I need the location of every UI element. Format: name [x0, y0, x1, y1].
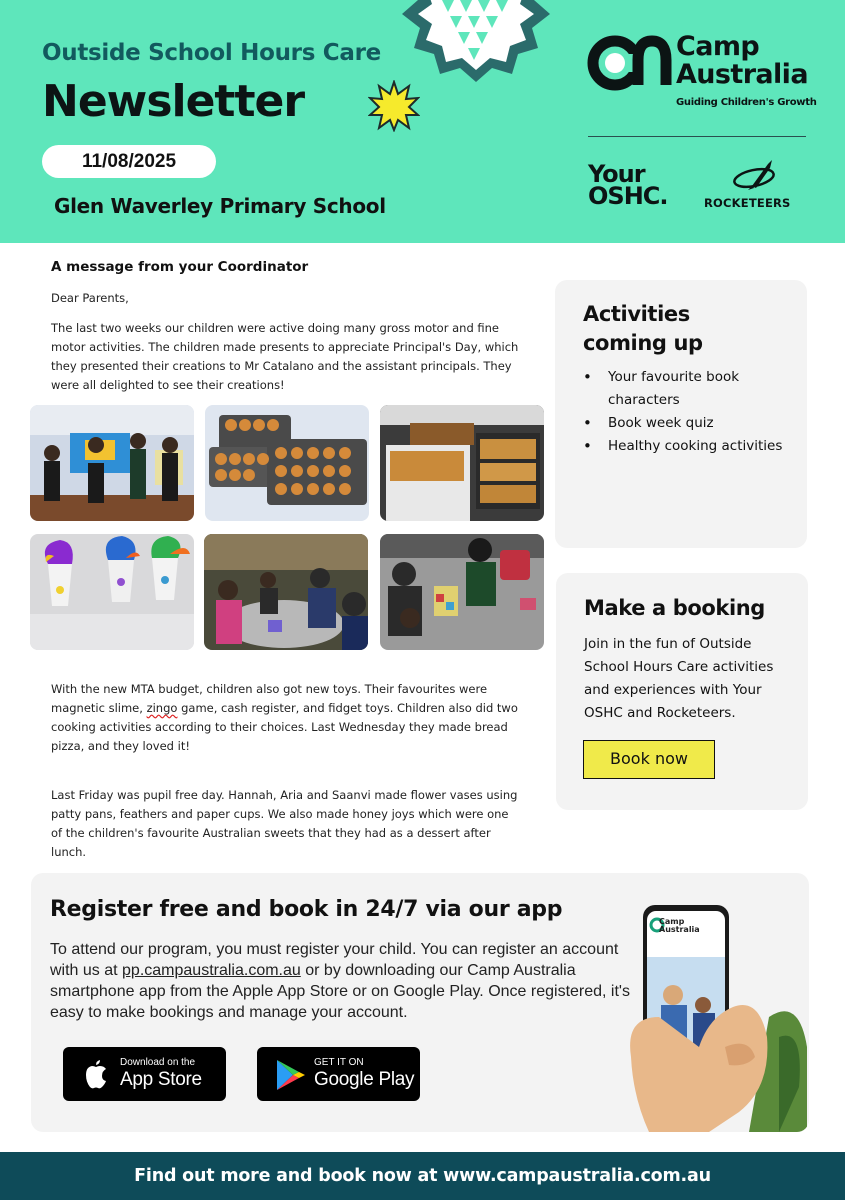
newsletter-title: Newsletter: [42, 76, 305, 127]
photo-children-with-art: [30, 405, 194, 521]
register-link[interactable]: pp.campaustralia.com.au: [122, 962, 301, 979]
google-play-icon: [273, 1058, 307, 1092]
photo-children-playing-toys: [380, 534, 544, 650]
list-item: • Your favourite book characters: [583, 366, 793, 412]
app-register-section: [31, 873, 809, 1132]
phone-screen-brand: Camp Australia: [659, 917, 700, 934]
triangle-burst-decoration: [398, 0, 554, 82]
photo-children-at-table: [204, 534, 368, 650]
list-item: • Healthy cooking activities: [583, 435, 793, 458]
school-name: Glen Waverley Primary School: [54, 194, 386, 218]
header-divider: [588, 136, 806, 137]
misspelt-word: zingo: [146, 701, 178, 715]
phone-in-hand-image: [629, 897, 809, 1132]
brand-tagline: Guiding Children's Growth: [676, 97, 817, 108]
camp-australia-wordmark: Camp Australia: [676, 31, 808, 90]
newsletter-kicker: Outside School Hours Care: [42, 40, 381, 66]
apple-icon: [79, 1058, 113, 1092]
booking-card: [556, 573, 808, 810]
booking-title: Make a booking: [584, 596, 765, 620]
app-section-title: Register free and book in 24/7 via our app: [50, 897, 563, 922]
photo-flower-vases: [30, 534, 194, 650]
newsletter-header: [0, 0, 845, 243]
footer-banner[interactable]: Find out more and book now at www.campaustralia.com.au: [0, 1152, 845, 1200]
your-oshc-logo: Your OSHC.: [588, 160, 668, 210]
activities-list: [583, 366, 793, 458]
list-item: • Book week quiz: [583, 412, 793, 435]
coordinator-heading: A message from your Coordinator: [51, 259, 309, 275]
rocket-icon: [732, 158, 780, 192]
photo-bread-pizza-oven: [380, 405, 544, 521]
yellow-star-decoration: [368, 80, 420, 132]
app-section-text: To attend our program, you must register your child. You can register an account with us at pp.campaustralia.com.au or by downloading our Camp Australia smartphone app from the Apple App Store or on Google Play. Once registered, it's easy to make bookings and manage your account.: [50, 941, 630, 1021]
greeting: Dear Parents,: [51, 291, 129, 305]
photo-muffin-trays: [205, 405, 369, 521]
coordinator-paragraph-1: The last two weeks our children were active doing many gross motor and fine motor activities. The children made presents to appreciate Principal's Day, which they presented their creations to Mr Catalano and the assistant principals. They were all delighted to see their creations!: [51, 321, 519, 392]
coordinator-paragraph-3: Last Friday was pupil free day. Hannah, Aria and Saanvi made flower vases using patty pans, feathers and paper cups. We also made honey joys which were one of the children's favourite Australian sweets that they had as a dessert after lunch.: [51, 788, 518, 859]
coordinator-paragraph-2: With the new MTA budget, children also got new toys. Their favourites were magnetic slime, zingo game, cash register, and fidget toys. Children also did two cooking activities according to their choices. Last Wednesday they made bread pizza, and they loved it!: [51, 682, 518, 753]
google-play-button[interactable]: GET IT ON Google Play: [257, 1047, 420, 1101]
app-store-button[interactable]: Download on the App Store: [63, 1047, 226, 1101]
newsletter-date: 11/08/2025: [42, 145, 216, 178]
rocketeers-logo: ROCKETEERS: [704, 196, 791, 210]
book-now-button[interactable]: Book now: [583, 740, 715, 779]
camp-australia-logo-icon: [586, 34, 676, 92]
activities-card: [555, 280, 807, 548]
activities-title: Activities coming up: [583, 302, 703, 355]
booking-text: Join in the fun of Outside School Hours Care activities and experiences with Your OSHC and Rocketeers.: [584, 636, 774, 721]
